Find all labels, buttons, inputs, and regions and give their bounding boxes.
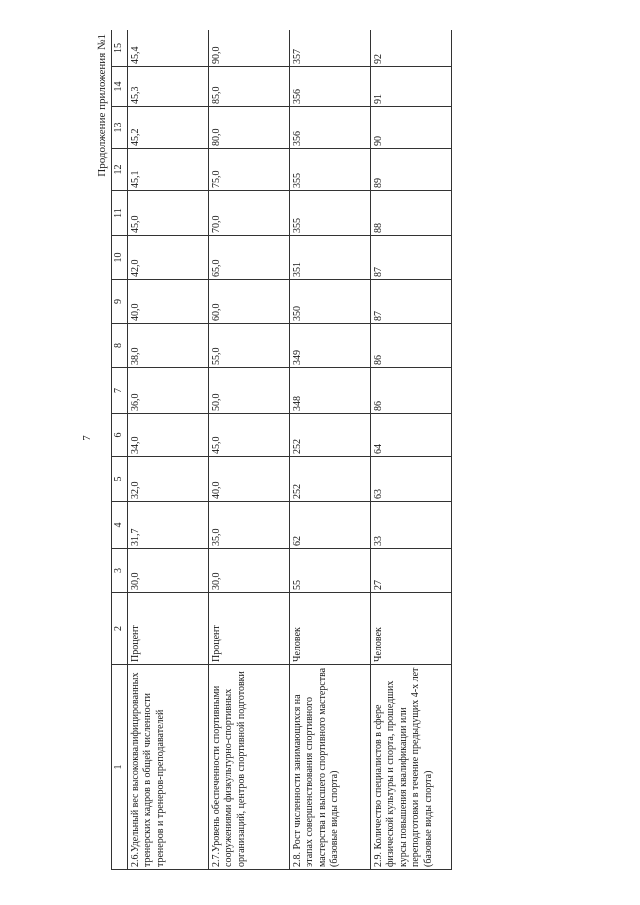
value-cell: 45,1 [127,149,208,191]
column-header: 3 [112,549,128,593]
table-row [127,30,208,870]
value-cell: 350 [289,280,370,324]
indicator-cell: 2.7.Уровень обеспеченности спортивными сооружениями физкультурно-спортивных организаций, центров спортивной подготовки [208,665,289,870]
column-header: 14 [112,67,128,107]
value-cell: 351 [289,236,370,280]
value-cell: 33 [370,502,451,549]
value-cell: 90,0 [208,30,289,67]
value-cell: 38,0 [127,324,208,368]
column-header: 10 [112,236,128,280]
column-header: 8 [112,324,128,368]
value-cell: 85,0 [208,67,289,107]
column-header: 15 [112,30,128,67]
table-row [370,30,451,870]
value-cell: 252 [289,457,370,502]
value-cell: 86 [370,368,451,414]
value-cell: 92 [370,30,451,67]
value-cell: 45,0 [208,414,289,457]
value-cell: 50,0 [208,368,289,414]
column-header: 13 [112,107,128,149]
column-header: 5 [112,457,128,502]
column-header: 12 [112,149,128,191]
unit-cell: Человек [370,593,451,665]
value-cell: 349 [289,324,370,368]
value-cell: 45,3 [127,67,208,107]
value-cell: 40,0 [208,457,289,502]
value-cell: 87 [370,236,451,280]
value-cell: 355 [289,149,370,191]
indicators-table [111,30,452,870]
value-cell: 89 [370,149,451,191]
value-cell: 88 [370,191,451,236]
value-cell: 55 [289,549,370,593]
value-cell: 45,0 [127,191,208,236]
value-cell: 42,0 [127,236,208,280]
value-cell: 86 [370,324,451,368]
column-header: 9 [112,280,128,324]
indicator-cell: 2.6.Удельный вес высококвалифицированных тренерских кадров в общей численности тренеров и тренеров-преподавателей [127,665,208,870]
value-cell: 30,0 [208,549,289,593]
value-cell: 64 [370,414,451,457]
unit-cell: Процент [127,593,208,665]
column-header: 6 [112,414,128,457]
value-cell: 65,0 [208,236,289,280]
value-cell: 91 [370,67,451,107]
appendix-caption: Продолжение приложения №1 [96,34,108,177]
column-header: 4 [112,502,128,549]
indicator-cell: 2.9. Количество специалистов в сфере физической культуры и спорта, прошедших курсы повышения квалификации или переподготовки в течение предыдущих 4-х лет (базовые виды спорта) [370,665,451,870]
value-cell: 75,0 [208,149,289,191]
value-cell: 348 [289,368,370,414]
value-cell: 45,2 [127,107,208,149]
value-cell: 356 [289,107,370,149]
value-cell: 252 [289,414,370,457]
value-cell: 80,0 [208,107,289,149]
value-cell: 35,0 [208,502,289,549]
table-row [289,30,370,870]
column-header: 2 [112,593,128,665]
value-cell: 87 [370,280,451,324]
header-row [112,30,128,870]
value-cell: 30,0 [127,549,208,593]
column-header: 11 [112,191,128,236]
column-header: 7 [112,368,128,414]
document-page [96,30,531,870]
value-cell: 90 [370,107,451,149]
value-cell: 55,0 [208,324,289,368]
value-cell: 62 [289,502,370,549]
value-cell: 60,0 [208,280,289,324]
value-cell: 27 [370,549,451,593]
value-cell: 32,0 [127,457,208,502]
value-cell: 357 [289,30,370,67]
table-row [208,30,289,870]
rotated-table-sheet [96,30,531,870]
value-cell: 70,0 [208,191,289,236]
value-cell: 31,7 [127,502,208,549]
unit-cell: Процент [208,593,289,665]
value-cell: 356 [289,67,370,107]
column-header: 1 [112,665,128,870]
value-cell: 355 [289,191,370,236]
value-cell: 45,4 [127,30,208,67]
page-number: 7 [80,435,93,441]
indicator-cell: 2.8. Рост численности занимающихся на этапах совершенствования спортивного мастерства и высшего спортивного мастерства (базовые виды спорта) [289,665,370,870]
value-cell: 40,0 [127,280,208,324]
value-cell: 63 [370,457,451,502]
value-cell: 34,0 [127,414,208,457]
unit-cell: Человек [289,593,370,665]
value-cell: 36,0 [127,368,208,414]
